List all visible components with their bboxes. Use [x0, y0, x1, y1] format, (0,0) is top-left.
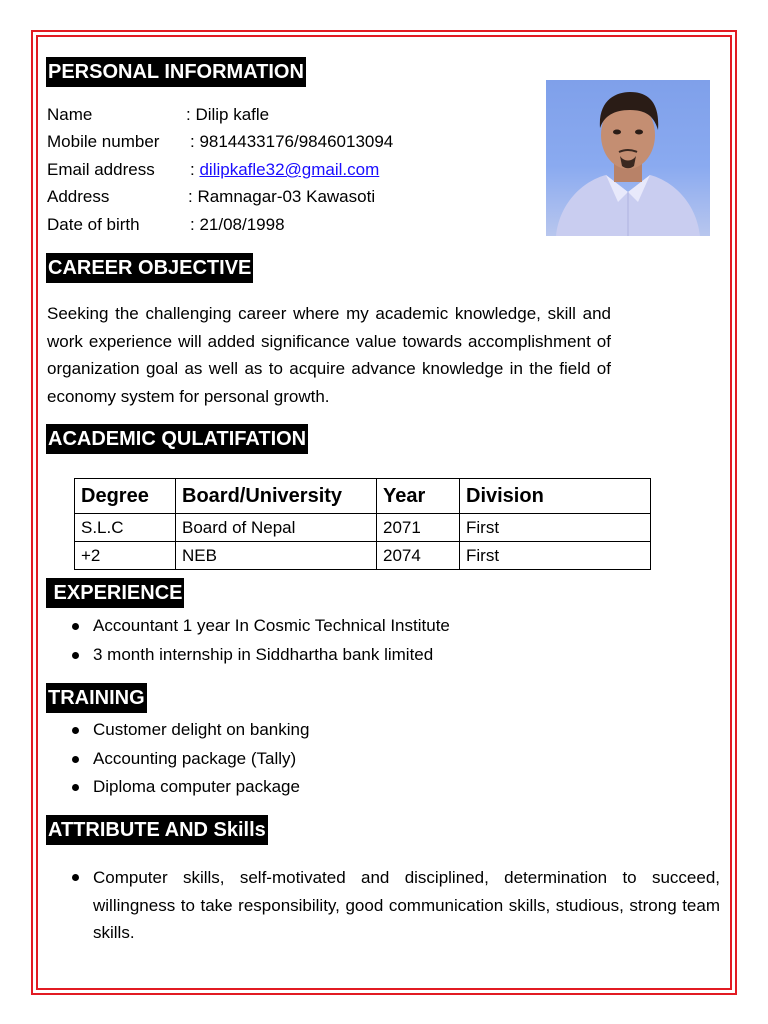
- list-item: Customer delight on banking: [72, 716, 309, 745]
- table-cell: 2071: [377, 514, 460, 542]
- list-item: Accounting package (Tally): [72, 745, 309, 774]
- personal-information-heading: PERSONAL INFORMATION: [46, 57, 306, 87]
- career-objective-text: Seeking the challenging career where my academic knowledge, skill and work experience will added significance value towards accomplishment of organization goal as well as to acquire advance knowledge in the field of economy system for personal growth.: [47, 304, 611, 406]
- list-item: Accountant 1 year In Cosmic Technical Institute: [72, 612, 450, 641]
- list-item: Diploma computer package: [72, 773, 309, 802]
- table-cell: Board of Nepal: [176, 514, 377, 542]
- attributes-list: [72, 864, 720, 947]
- email-link[interactable]: dilipkafle32@gmail.com: [199, 160, 380, 179]
- table-cell: First: [460, 514, 651, 542]
- table-row: [75, 542, 651, 570]
- dob-label: Date of birth: [47, 215, 140, 234]
- person-portrait-icon: [546, 80, 710, 236]
- experience-list: [72, 612, 450, 669]
- email-value: [190, 160, 379, 180]
- email-colon: :: [190, 160, 195, 179]
- academic-heading: ACADEMIC QULATIFATION: [46, 424, 308, 454]
- profile-photo: [546, 80, 710, 236]
- attributes-heading: ATTRIBUTE AND Skills: [46, 815, 268, 845]
- training-list: [72, 716, 309, 802]
- experience-heading: EXPERIENCE: [46, 578, 184, 608]
- address-label: Address: [47, 187, 110, 206]
- career-objective-heading: CAREER OBJECTIVE: [46, 253, 253, 283]
- academic-table: [74, 478, 651, 570]
- list-item: Computer skills, self-motivated and disciplined, determination to succeed, willingness to take responsibility, good communication skills, studious, strong team skills.: [93, 868, 720, 942]
- mobile-value: : 9814433176/9846013094: [190, 132, 394, 151]
- training-heading: TRAINING: [46, 683, 147, 713]
- table-cell: NEB: [176, 542, 377, 570]
- mobile-label: Mobile number: [47, 132, 160, 151]
- dob-value: : 21/08/1998: [190, 215, 285, 234]
- name-value: : Dilip kafle: [186, 105, 270, 124]
- address-value: : Ramnagar-03 Kawasoti: [188, 187, 376, 206]
- list-item: 3 month internship in Siddhartha bank limited: [72, 641, 450, 670]
- bullet-icon: [72, 874, 79, 881]
- column-header-division: Division: [460, 479, 651, 514]
- email-label: Email address: [47, 160, 155, 179]
- table-row: [75, 514, 651, 542]
- name-label: Name: [47, 105, 93, 124]
- table-cell: First: [460, 542, 651, 570]
- column-header-year: Year: [377, 479, 460, 514]
- table-cell: +2: [75, 542, 176, 570]
- table-header-row: [75, 479, 651, 514]
- column-header-board: Board/University: [176, 479, 377, 514]
- table-cell: S.L.C: [75, 514, 176, 542]
- table-cell: 2074: [377, 542, 460, 570]
- column-header-degree: Degree: [75, 479, 176, 514]
